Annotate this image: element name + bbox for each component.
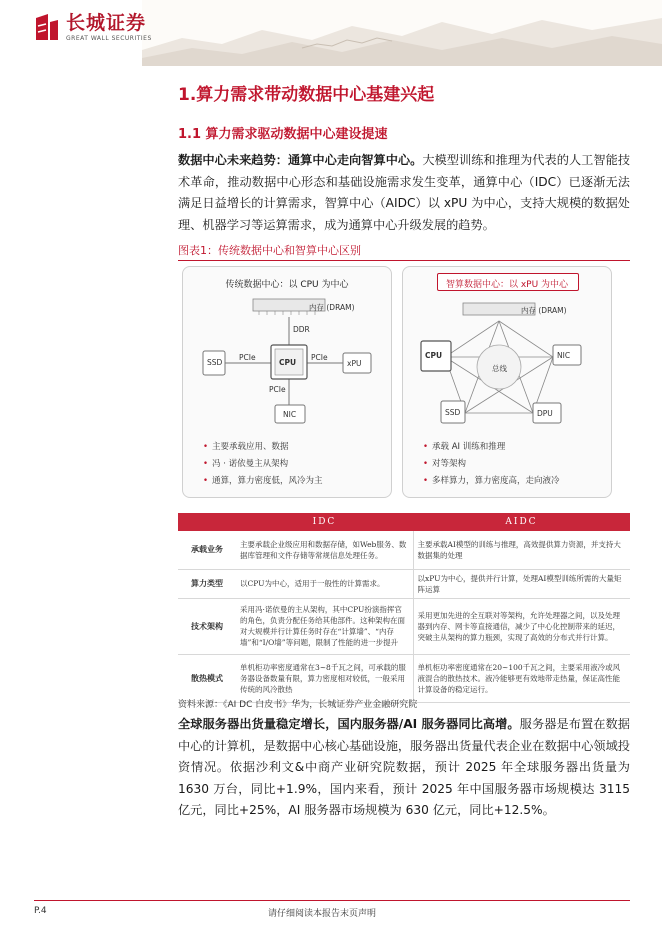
page-header <box>0 0 662 66</box>
intelligent-dc-bullets <box>423 439 560 490</box>
paragraph-body: 大模型训练和推理为代表的人工智能技术革命，推动数据中心形态和基础设施需求发生变革，通算中心（IDC）已逐渐无法满足日益增长的计算需求，智算中心（AIDC）以 xPU 为中心，支持大规模的数据处理、机器学习等运算需求，成为通算中心升级发展的趋势。 <box>178 153 631 232</box>
footer-disclaimer: 请仔细阅读本报告末页声明 <box>268 909 377 919</box>
table-row <box>178 598 630 654</box>
paragraph-trend <box>178 150 630 236</box>
company-logo <box>34 12 152 42</box>
cell-aidc: 以xPU为中心，提供并行计算，处理AI模型训练所需的大量矩阵运算 <box>413 569 630 598</box>
paragraph-servers <box>178 714 630 822</box>
bus-label: 总线 <box>492 364 507 373</box>
cell-idc: 单机柜功率密度通常在3~8千瓦之间，可承载的服务器设备数量有限，算力密度相对较低，一般采用传统的风冷散热 <box>236 654 413 702</box>
traditional-dc-title: 传统数据中心：以 CPU 为中心 <box>225 280 349 290</box>
logo-english: GREAT WALL SECURITIES <box>66 34 152 42</box>
caption-divider <box>178 260 630 261</box>
cell-aidc: 采用更加先进的全互联对等架构，允许处理器之间，以及处理器到内存、网卡等直接通信，减少了中心化控制带来的延迟，突破主从架构的算力瓶颈，实现了高效的分布式并行计算。 <box>413 598 630 654</box>
mountain-banner <box>142 0 662 66</box>
row-head: 承载业务 <box>178 531 236 569</box>
right-nic-label: NIC <box>557 351 571 360</box>
cell-aidc: 单机柜功率密度通常在20~100千瓦之间，主要采用液冷或风液混合的散热技术。液冷能够更有效地带走热量，保证高性能计算设备的稳定运行。 <box>413 654 630 702</box>
paragraph-body: 服务器是布置在数据中心的计算机，是数据中心核心基础设施，服务器出货量代表企业在数据中心领域投资情况。依据沙利文&中商产业研究院数据，预计 2025 年全球服务器出货量为 1630 万台，同比+1.9%，国内来看，预计 2025 年中国服务器市场规模达 3115 亿元，同比+25%，AI 服务器市场规模为 630 亿元，同比+12.5%。 <box>178 717 630 817</box>
pcie-left-label: PCIe <box>239 353 256 362</box>
right-ssd-label: SSD <box>445 408 461 417</box>
row-head: 散热模式 <box>178 654 236 702</box>
traditional-dc-panel <box>182 266 392 498</box>
table-row <box>178 569 630 598</box>
comparison-table <box>178 513 630 703</box>
list-item: • 多样算力，算力密度高，走向液冷 <box>423 476 560 486</box>
table-header-empty <box>178 513 236 531</box>
right-dpu-label: DPU <box>537 409 553 418</box>
cell-idc: 采用冯·诺依曼的主从架构，其中CPU扮演指挥官的角色，负责分配任务给其他部件。这种架构在面对大规模并行计算任务时存在“计算墙”、“内存墙”和“I/O墙”等问题，限制了性能的进一步提升 <box>236 598 413 654</box>
list-item: • 冯 · 诺依曼主从架构 <box>203 459 289 469</box>
list-item: • 承载 AI 训练和推理 <box>423 442 506 452</box>
left-nic-label: NIC <box>283 410 297 419</box>
logo-mark-icon <box>34 12 60 42</box>
table-header-aidc: AIDC <box>413 513 630 531</box>
logo-chinese: 长城证券 <box>66 11 147 34</box>
paragraph-lead: 数据中心未来趋势：通算中心走向智算中心。 <box>178 153 423 167</box>
page-number: P.4 <box>34 906 47 916</box>
row-head: 技术架构 <box>178 598 236 654</box>
right-cpu-label: CPU <box>425 351 443 360</box>
table-row <box>178 654 630 702</box>
ddr-label: DDR <box>293 325 310 334</box>
pcie-right-label: PCIe <box>311 353 328 362</box>
traditional-dc-bullets <box>203 439 323 490</box>
row-head: 算力类型 <box>178 569 236 598</box>
table-header-row <box>178 513 630 531</box>
list-item: • 对等架构 <box>423 459 467 469</box>
subsection-heading: 1.1 算力需求驱动数据中心建设提速 <box>178 127 388 142</box>
table-header-idc: IDC <box>236 513 413 531</box>
table-row <box>178 531 630 569</box>
cell-idc: 主要承载企业级应用和数据存储，如Web服务、数据库管理和文件存储等常规信息处理任务。 <box>236 531 413 569</box>
left-memory-label: 内存 (DRAM) <box>309 303 355 312</box>
list-item: • 主要承载应用、数据 <box>203 442 289 452</box>
pcie-bottom-label: PCIe <box>269 385 286 394</box>
cell-aidc: 主要承载AI模型的训练与推理，高效提供算力资源，并支持大数据集的处理 <box>413 531 630 569</box>
section-heading: 1.算力需求带动数据中心基建兴起 <box>178 85 435 105</box>
right-memory-label: 内存 (DRAM) <box>521 306 567 315</box>
left-xpu-label: xPU <box>347 359 362 368</box>
source-note: 资料来源：《AI DC 白皮书》华为，长城证券产业金融研究院 <box>178 700 418 710</box>
architecture-diagram <box>182 266 626 500</box>
figure-caption: 图表1：传统数据中心和智算中心区别 <box>178 244 361 257</box>
intelligent-dc-title: 智算数据中心：以 xPU 为中心 <box>445 280 569 290</box>
cell-idc: 以CPU为中心，适用于一般性的计算需求。 <box>236 569 413 598</box>
paragraph-lead: 全球服务器出货量稳定增长，国内服务器/AI 服务器同比高增。 <box>178 717 520 731</box>
left-ssd-label: SSD <box>207 358 223 367</box>
list-item: • 通算，算力密度低，风冷为主 <box>203 476 323 486</box>
intelligent-dc-panel <box>402 266 612 498</box>
left-cpu-label: CPU <box>279 358 297 367</box>
footer-divider <box>34 900 630 901</box>
